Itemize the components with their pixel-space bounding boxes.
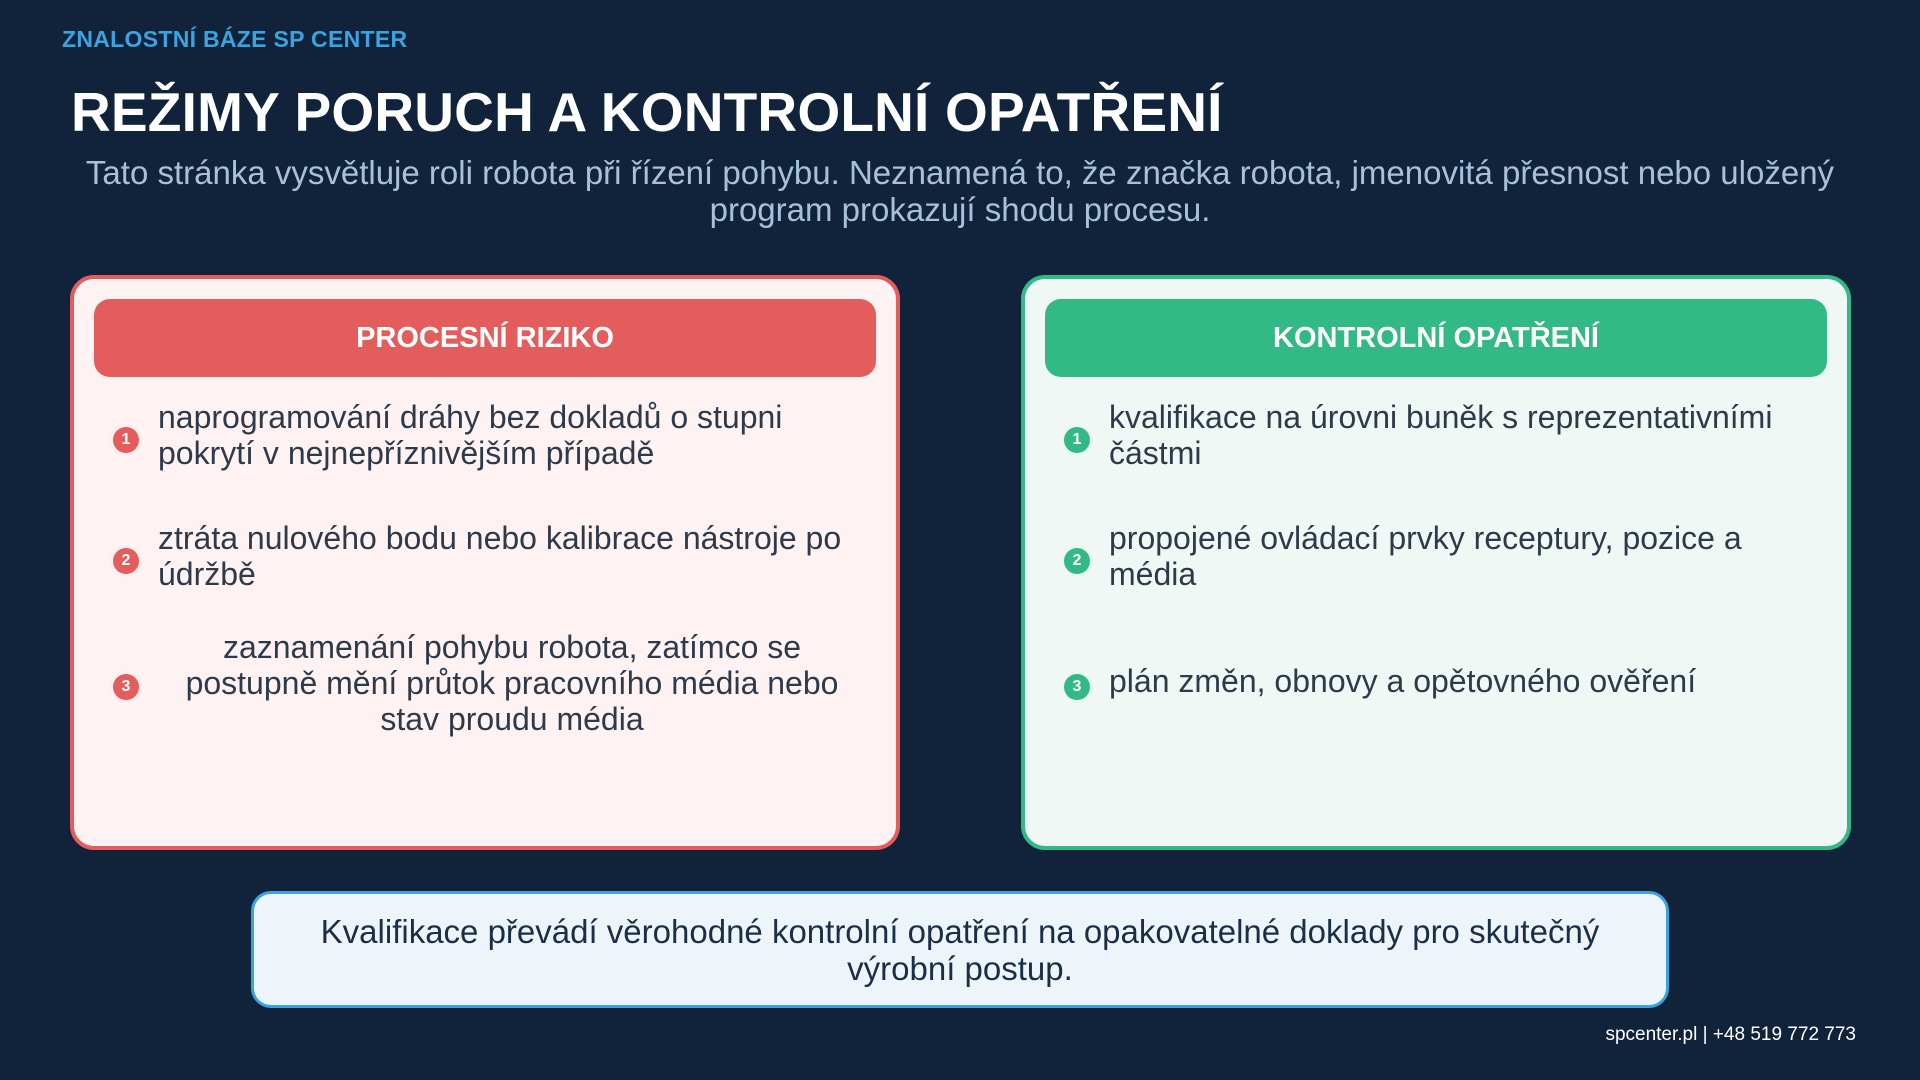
number-badge: 2 bbox=[110, 545, 142, 577]
number-badge: 1 bbox=[1061, 424, 1093, 456]
page-subtitle: Tato stránka vysvětluje roli robota při řízení pohybu. Neznamená to, že značka robota, jmenovitá přesnost nebo uložený program prokazují shodu procesu. bbox=[85, 154, 1835, 228]
number-badge: 1 bbox=[110, 424, 142, 456]
risk-item-text: zaznamenání pohybu robota, zatímco se postupně mění průtok pracovního média nebo stav proudu média bbox=[185, 629, 839, 737]
risk-card-header: PROCESNÍ RIZIKO bbox=[94, 299, 876, 377]
footer-contact: spcenter.pl | +48 519 772 773 bbox=[1605, 1024, 1856, 1045]
control-item-text: plán změn, obnovy a opětovného ověření bbox=[1109, 663, 1697, 699]
control-item-text: propojené ovládací prvky receptury, pozice a média bbox=[1109, 520, 1742, 592]
control-card bbox=[1021, 275, 1851, 850]
page-title: REŽIMY PORUCH A KONTROLNÍ OPATŘENÍ bbox=[71, 81, 1223, 143]
risk-card bbox=[70, 275, 900, 850]
summary-callout: Kvalifikace převádí věrohodné kontrolní opatření na opakovatelné doklady pro skutečný výrobní postup. bbox=[251, 891, 1669, 1008]
kicker-label: ZNALOSTNÍ BÁZE SP CENTER bbox=[62, 26, 408, 52]
risk-item-text: naprogramování dráhy bez dokladů o stupni pokrytí v nejnepříznivějším případě bbox=[158, 399, 783, 471]
number-badge: 3 bbox=[1061, 671, 1093, 703]
number-badge: 2 bbox=[1061, 545, 1093, 577]
control-card-header: KONTROLNÍ OPATŘENÍ bbox=[1045, 299, 1827, 377]
number-badge: 3 bbox=[110, 671, 142, 703]
control-item-text: kvalifikace na úrovni buněk s reprezentativními částmi bbox=[1109, 399, 1773, 471]
risk-item-text: ztráta nulového bodu nebo kalibrace nástroje po údržbě bbox=[158, 520, 842, 592]
